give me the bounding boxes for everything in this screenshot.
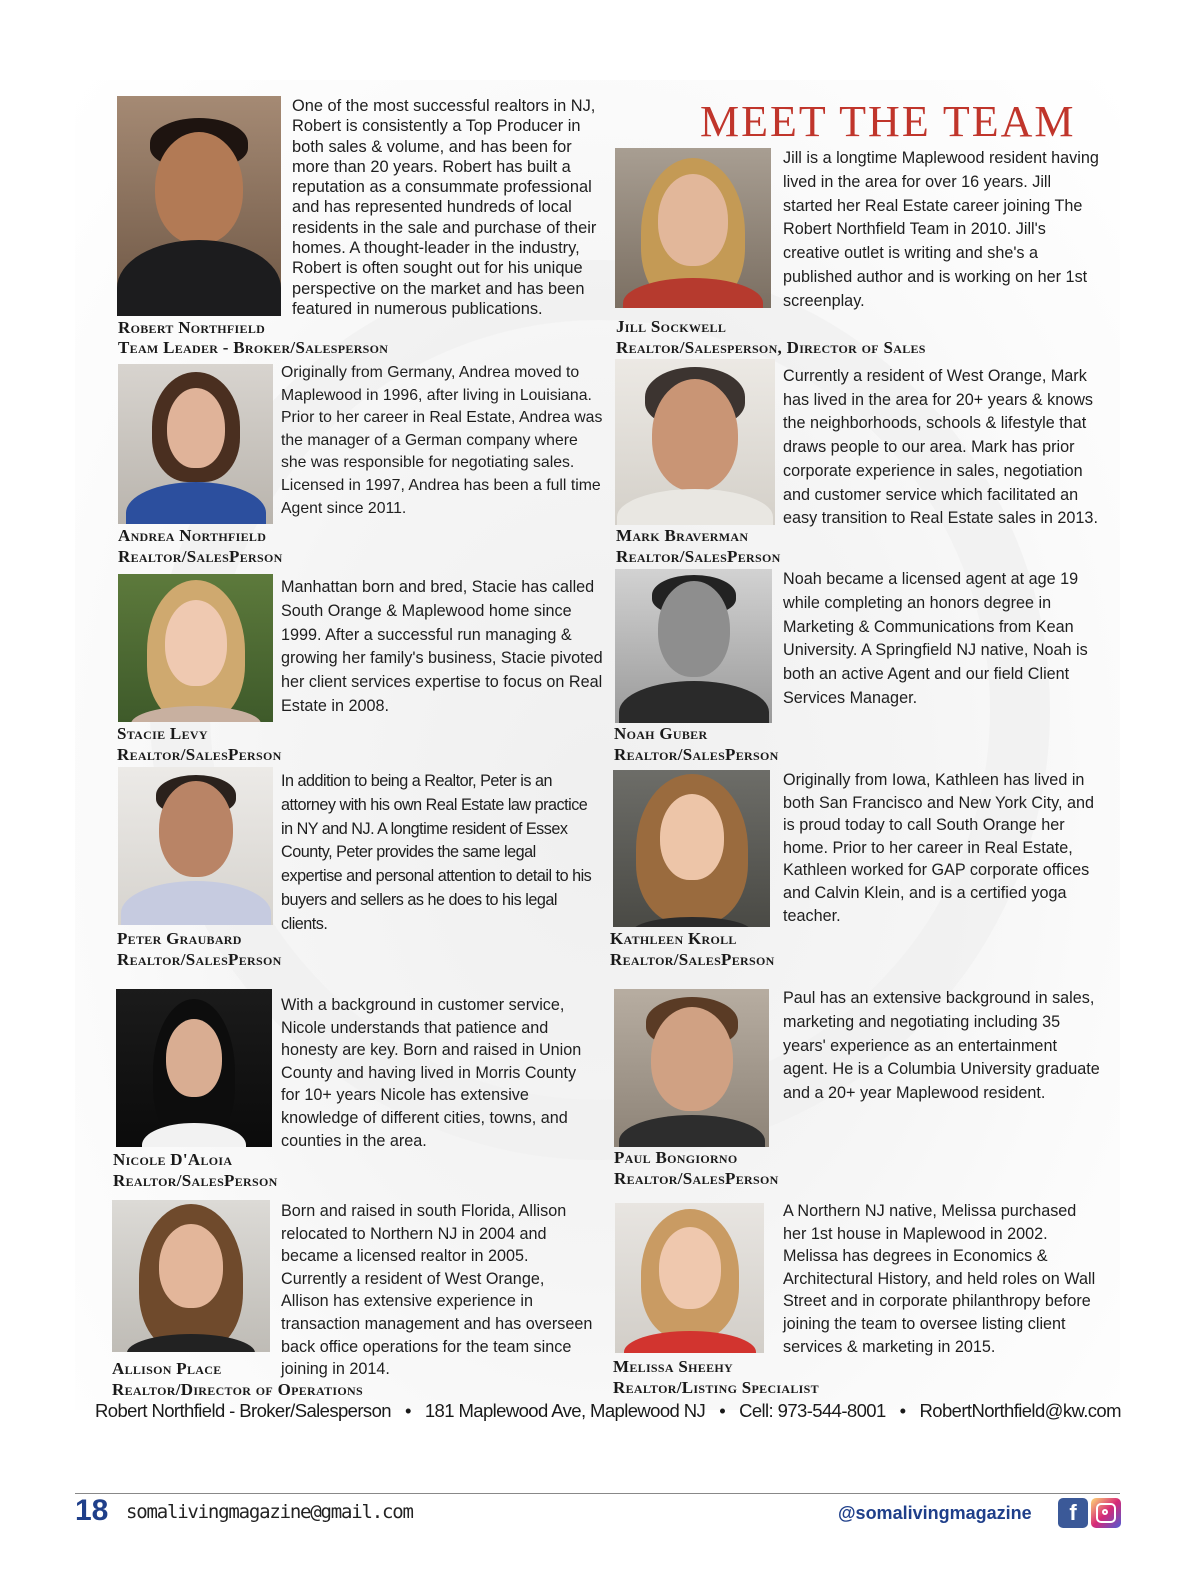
facebook-glyph: f [1069, 1500, 1077, 1525]
stacie-levy-role: Realtor/SalesPerson [117, 745, 282, 764]
andrea-northfield-name: Andrea Northfield [118, 526, 267, 545]
allison-place-role: Realtor/Director of Operations [112, 1380, 363, 1399]
robert-northfield-photo [117, 96, 281, 316]
nicole-daloia-role: Realtor/SalesPerson [113, 1171, 278, 1190]
instagram-icon[interactable] [1091, 1498, 1121, 1528]
kathleen-kroll-bio: Originally from Iowa, Kathleen has lived in both San Francisco and New York City, and is proud today to call South Orange her home. Prior to her career in Real Estate, Kathleen worked for GAP corporate offices and Calvin Klein, and is a certified yoga teacher. [783, 771, 1095, 925]
nicole-daloia-photo [116, 989, 272, 1147]
robert-northfield-role: Team Leader - Broker/Salesperson [118, 338, 389, 357]
contact-broker: Robert Northfield - Broker/Salesperson [95, 1400, 391, 1421]
instagram-glyph [1096, 1503, 1116, 1523]
kathleen-kroll-photo [613, 770, 770, 927]
peter-graubard-photo [118, 767, 273, 925]
contact-separator: • [404, 1400, 411, 1421]
nicole-daloia-bio: With a background in customer service, Nicole understands that patience and honesty are key. Born and raised in Union County and having lived in Morris County for 10+ years Nicole has extensive knowledge of different cities, towns, and counties in the area. [281, 996, 582, 1150]
nicole-daloia-name: Nicole D'Aloia [113, 1150, 233, 1169]
robert-northfield-name: Robert Northfield [118, 318, 266, 337]
page-number: 18 [75, 1494, 109, 1527]
peter-graubard-name: Peter Graubard [117, 929, 242, 948]
melissa-sheehy-role: Realtor/Listing Specialist [613, 1378, 819, 1397]
noah-guber-role: Realtor/SalesPerson [614, 745, 779, 764]
paul-bongiorno-photo [614, 989, 769, 1147]
andrea-northfield-role: Realtor/SalesPerson [118, 547, 283, 566]
contact-separator: • [899, 1400, 906, 1421]
stacie-levy-bio: Manhattan born and bred, Stacie has called South Orange & Maplewood home since 1999. After a successful run managing & growing her family's business, Stacie pivoted her client services expertise to focus on Real Estate in 2008. [281, 578, 603, 715]
mark-braverman-name: Mark Braverman [616, 526, 749, 545]
facebook-icon[interactable] [1058, 1498, 1088, 1528]
kathleen-kroll-name: Kathleen Kroll [610, 929, 737, 948]
andrea-northfield-photo [118, 364, 273, 524]
paul-bongiorno-role: Realtor/SalesPerson [614, 1169, 779, 1188]
peter-graubard-role: Realtor/SalesPerson [117, 950, 282, 969]
contact-address: 181 Maplewood Ave, Maplewood NJ [424, 1400, 706, 1421]
andrea-northfield-bio: Originally from Germany, Andrea moved to Maplewood in 1996, after living in Louisiana. Prior to her career in Real Estate, Andrea was the manager of a German company where she was responsible for negotiating sales. Licensed in 1997, Andrea has been a full time Agent since 2011. [281, 364, 603, 517]
noah-guber-name: Noah Guber [614, 724, 708, 743]
allison-place-bio: Born and raised in south Florida, Allison relocated to Northern NJ in 2004 and became a licensed realtor in 2005. Currently a resident of West Orange, Allison has extensive experience in transaction management and has overseen back office operations for the team since joining in 2014. [281, 1202, 593, 1379]
kathleen-kroll-role: Realtor/SalesPerson [610, 950, 775, 969]
paul-bongiorno-bio: Paul has an extensive background in sales, marketing and negotiating including 35 years' experience as an entertainment agent. He is a Columbia University graduate and a 20+ year Maplewood resident. [783, 989, 1100, 1103]
contact-cell: Cell: 973-544-8001 [739, 1400, 886, 1421]
footer-divider [75, 1493, 1120, 1494]
contact-separator: • [719, 1400, 726, 1421]
melissa-sheehy-bio: A Northern NJ native, Melissa purchased her 1st house in Maplewood in 2002. Melissa has degrees in Economics & Architectural History, and held roles on Wall Street and in corporate philanthropy before joining the team to oversee listing client services & marketing in 2015. [783, 1202, 1096, 1356]
jill-sockwell-role: Realtor/Salesperson, Director of Sales [616, 338, 926, 357]
paul-bongiorno-name: Paul Bongiorno [614, 1148, 738, 1167]
mark-braverman-bio: Currently a resident of West Orange, Mark has lived in the area for 20+ years & knows the neighborhoods, schools & lifestyle that draws people to our area. Mark has prior corporate experience in sales, negotiation and customer service which facilitated an easy transition to Real Estate sales in 2013. [783, 367, 1098, 528]
jill-sockwell-bio: Jill is a longtime Maplewood resident having lived in the area for over 16 years. Jill started her Real Estate career joining The Robert Northfield Team in 2010. Jill's creative outlet is writing and she's a published author and is working on her 1st screenplay. [783, 149, 1099, 310]
robert-northfield-bio: One of the most successful realtors in NJ, Robert is consistently a Top Producer in both sales & volume, and has been for more than 20 years. Robert has built a reputation as a consummate professional and has represented hundreds of local residents in the sale and purchase of their homes. A thought-leader in the industry, Robert is often sought out for his unique perspective on the market and has been featured in numerous publications. [292, 97, 597, 318]
melissa-sheehy-photo [615, 1203, 764, 1353]
allison-place-name: Allison Place [112, 1359, 222, 1378]
jill-sockwell-photo [615, 148, 771, 308]
contact-email[interactable]: RobertNorthfield@kw.com [919, 1400, 1121, 1421]
contact-line [95, 1400, 1121, 1422]
stacie-levy-name: Stacie Levy [117, 724, 208, 743]
footer-email[interactable]: somalivingmagazine@gmail.com [126, 1501, 413, 1523]
page-title: MEET THE TEAM [700, 97, 1076, 146]
mark-braverman-role: Realtor/SalesPerson [616, 547, 781, 566]
stacie-levy-photo [118, 574, 273, 722]
noah-guber-photo [615, 569, 772, 723]
melissa-sheehy-name: Melissa Sheehy [613, 1357, 733, 1376]
mark-braverman-photo [615, 359, 775, 525]
noah-guber-bio: Noah became a licensed agent at age 19 while completing an honors degree in Marketing & Communications from Kean University. A Springfield NJ native, Noah is both an active Agent and our field Client Services Manager. [783, 570, 1088, 707]
jill-sockwell-name: Jill Sockwell [616, 317, 727, 336]
social-handle[interactable]: @somalivingmagazine [838, 1503, 1032, 1523]
peter-graubard-bio: In addition to being a Realtor, Peter is an attorney with his own Real Estate law practice in NY and NJ. A longtime resident of Essex County, Peter provides the same legal expertise and personal attention to detail to his buyers and sellers as he does to his legal clients. [281, 772, 592, 933]
allison-place-photo [112, 1200, 270, 1352]
